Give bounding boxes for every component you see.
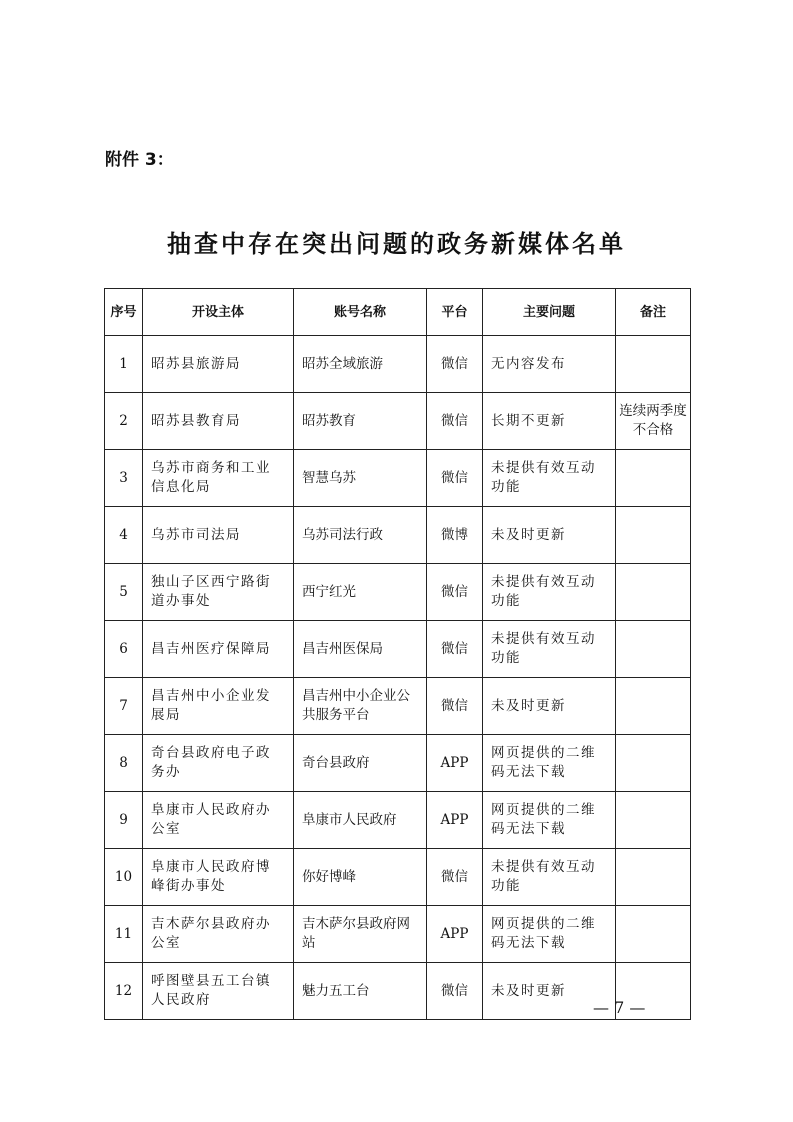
cell-entity: 乌苏市司法局 (143, 507, 294, 564)
cell-issue: 未及时更新 (483, 678, 616, 735)
header-no: 序号 (105, 289, 143, 336)
table-row (105, 906, 691, 963)
table-row (105, 393, 691, 450)
cell-no: 8 (105, 735, 143, 792)
cell-note (616, 450, 691, 507)
cell-issue: 网页提供的二维码无法下载 (483, 792, 616, 849)
cell-note: 连续两季度不合格 (616, 393, 691, 450)
cell-no: 7 (105, 678, 143, 735)
cell-no: 10 (105, 849, 143, 906)
cell-platform: 微博 (427, 507, 483, 564)
cell-entity: 呼图壁县五工台镇人民政府 (143, 963, 294, 1020)
cell-platform: 微信 (427, 450, 483, 507)
header-platform: 平台 (427, 289, 483, 336)
cell-platform: 微信 (427, 678, 483, 735)
header-note: 备注 (616, 289, 691, 336)
cell-issue: 长期不更新 (483, 393, 616, 450)
cell-entity: 阜康市人民政府博峰街办事处 (143, 849, 294, 906)
cell-no: 11 (105, 906, 143, 963)
cell-account: 你好博峰 (294, 849, 427, 906)
cell-no: 3 (105, 450, 143, 507)
cell-account: 西宁红光 (294, 564, 427, 621)
table-row (105, 792, 691, 849)
cell-issue: 网页提供的二维码无法下载 (483, 735, 616, 792)
cell-account: 昌吉州医保局 (294, 621, 427, 678)
cell-entity: 阜康市人民政府办公室 (143, 792, 294, 849)
cell-note (616, 849, 691, 906)
cell-note (616, 564, 691, 621)
media-list-table (104, 288, 691, 1020)
table-row (105, 735, 691, 792)
table-row (105, 849, 691, 906)
cell-note (616, 678, 691, 735)
attachment-label: 附件 3： (105, 150, 174, 170)
cell-entity: 昌吉州医疗保障局 (143, 621, 294, 678)
table-header-row (105, 289, 691, 336)
cell-issue: 未及时更新 (483, 507, 616, 564)
cell-note (616, 507, 691, 564)
cell-note (616, 792, 691, 849)
cell-issue: 未提供有效互动功能 (483, 564, 616, 621)
cell-issue: 无内容发布 (483, 336, 616, 393)
cell-account: 乌苏司法行政 (294, 507, 427, 564)
cell-issue: 未及时更新 (483, 963, 616, 1020)
cell-note (616, 735, 691, 792)
cell-platform: 微信 (427, 849, 483, 906)
cell-platform: 微信 (427, 564, 483, 621)
table-row (105, 621, 691, 678)
header-entity: 开设主体 (143, 289, 294, 336)
cell-account: 昭苏全域旅游 (294, 336, 427, 393)
cell-issue: 未提供有效互动功能 (483, 849, 616, 906)
table-row (105, 450, 691, 507)
cell-account: 智慧乌苏 (294, 450, 427, 507)
cell-platform: 微信 (427, 963, 483, 1020)
cell-account: 昭苏教育 (294, 393, 427, 450)
cell-platform: APP (427, 906, 483, 963)
cell-issue: 网页提供的二维码无法下载 (483, 906, 616, 963)
cell-note (616, 906, 691, 963)
cell-entity: 吉木萨尔县政府办公室 (143, 906, 294, 963)
header-issue: 主要问题 (483, 289, 616, 336)
cell-entity: 奇台县政府电子政务办 (143, 735, 294, 792)
cell-account: 奇台县政府 (294, 735, 427, 792)
cell-no: 6 (105, 621, 143, 678)
cell-platform: 微信 (427, 621, 483, 678)
cell-account: 魅力五工台 (294, 963, 427, 1020)
cell-no: 5 (105, 564, 143, 621)
cell-entity: 昭苏县旅游局 (143, 336, 294, 393)
cell-account: 昌吉州中小企业公共服务平台 (294, 678, 427, 735)
cell-no: 12 (105, 963, 143, 1020)
cell-platform: 微信 (427, 336, 483, 393)
cell-note (616, 336, 691, 393)
cell-entity: 昭苏县教育局 (143, 393, 294, 450)
cell-entity: 昌吉州中小企业发展局 (143, 678, 294, 735)
cell-entity: 独山子区西宁路街道办事处 (143, 564, 294, 621)
page-number: — 7 — (593, 998, 646, 1017)
cell-note (616, 621, 691, 678)
table-row (105, 507, 691, 564)
header-account: 账号名称 (294, 289, 427, 336)
cell-account: 吉木萨尔县政府网站 (294, 906, 427, 963)
cell-platform: APP (427, 735, 483, 792)
table-row (105, 678, 691, 735)
cell-entity: 乌苏市商务和工业信息化局 (143, 450, 294, 507)
cell-platform: APP (427, 792, 483, 849)
cell-no: 2 (105, 393, 143, 450)
cell-no: 9 (105, 792, 143, 849)
table-row (105, 336, 691, 393)
cell-no: 1 (105, 336, 143, 393)
cell-platform: 微信 (427, 393, 483, 450)
table-row (105, 564, 691, 621)
cell-no: 4 (105, 507, 143, 564)
cell-issue: 未提供有效互动功能 (483, 621, 616, 678)
cell-issue: 未提供有效互动功能 (483, 450, 616, 507)
cell-account: 阜康市人民政府 (294, 792, 427, 849)
document-title: 抽查中存在突出问题的政务新媒体名单 (167, 229, 626, 258)
